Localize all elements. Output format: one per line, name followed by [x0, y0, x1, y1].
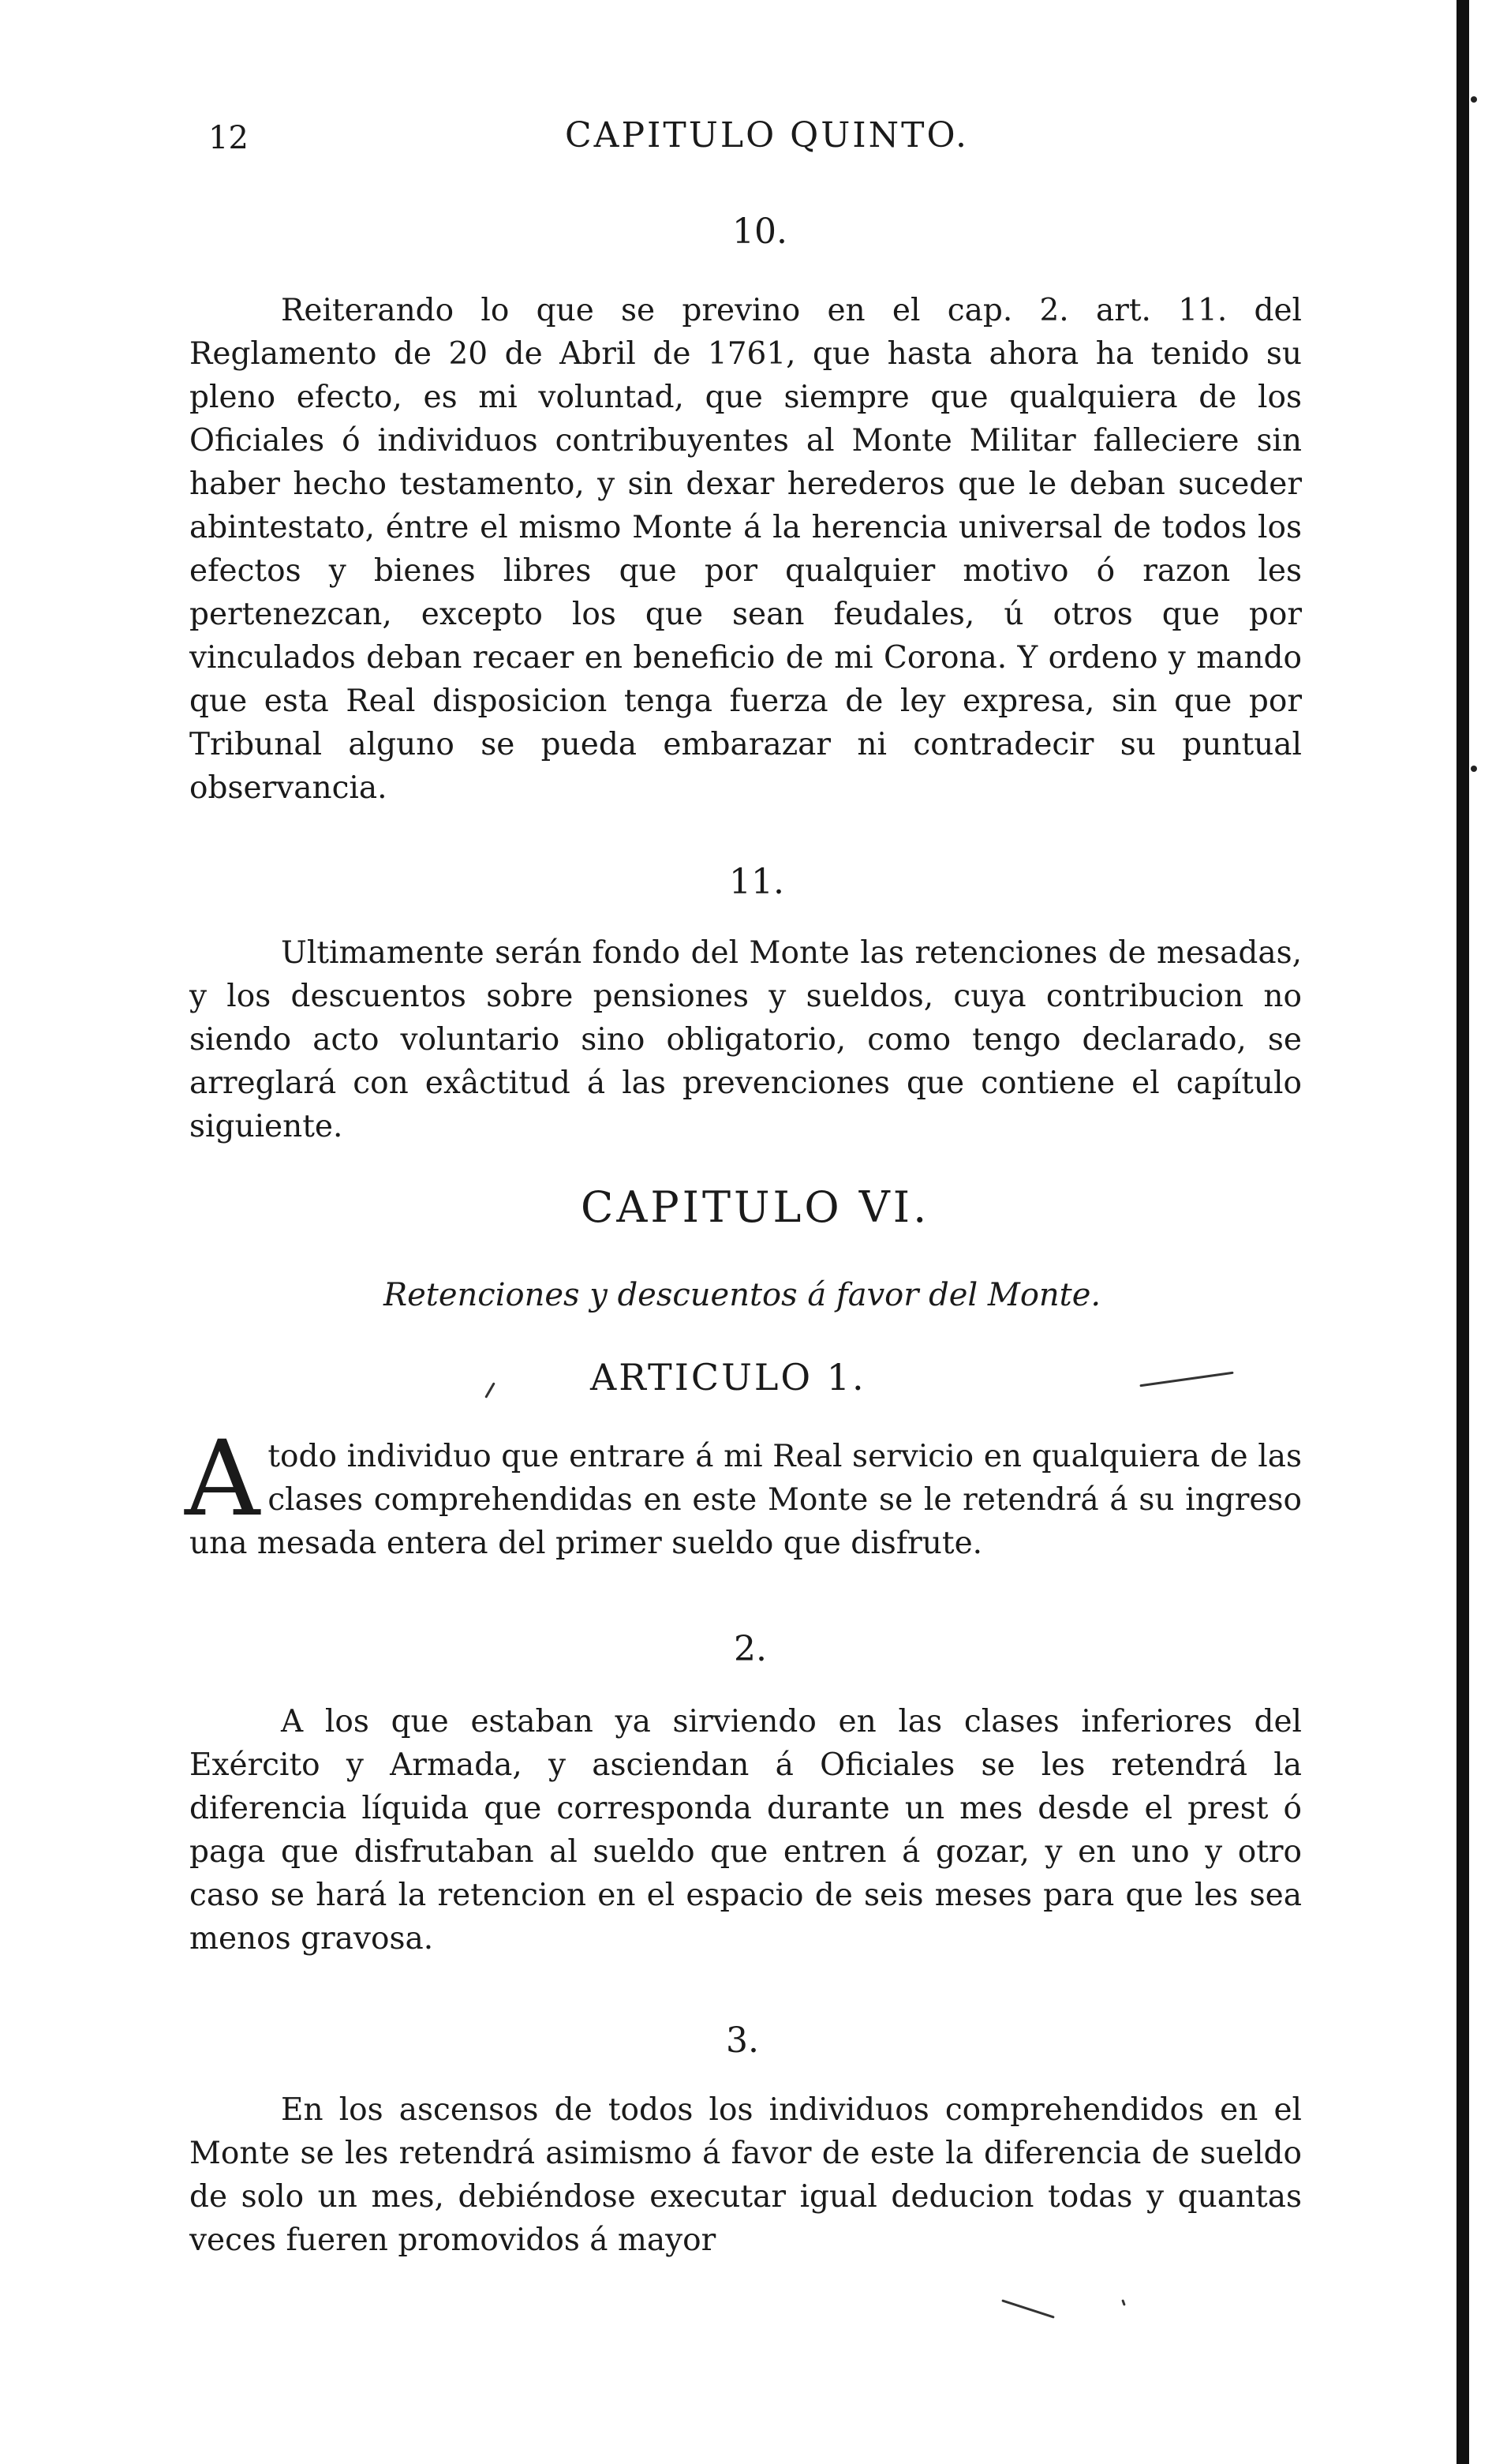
- chapter-title: CAPITULO VI.: [581, 1182, 930, 1232]
- page-number: 12: [208, 120, 249, 156]
- section-number: 10.: [732, 212, 787, 252]
- section-paragraph: Ultimamente serán fondo del Monte las retenciones de mesadas, y los descuentos sobre pensiones y sueldos, cuya contribucion no siendo acto voluntario sino obligatorio, como tengo declarado, se arreglará con exâctitud á las prevenciones que contiene el capítulo siguiente.: [189, 935, 1302, 1144]
- edge-speck: [1471, 96, 1477, 103]
- section-paragraph: Reiterando lo que se previno en el cap. 2. art. 11. del Reglamento de 20 de Abril de 1761, que hasta ahora ha tenido su pleno efecto, es mi voluntad, que siempre que qualquiera de los Oficiales ó individuos contribuyentes al Monte Militar falleciere sin haber hecho testamento, y sin dexar herederos que le deban suceder abintestato, éntre el mismo Monte á la herencia universal de todos los efectos y bienes libres que por qualquier motivo ó razon les pertenezcan, excepto los que sean feudales, ú otros que por vinculados deban recaer en beneficio de mi Corona. Y ordeno y mando que esta Real disposicion tenga fuerza de ley expresa, sin que por Tribunal alguno se pueda embarazar ni contradecir su puntual observancia.: [189, 293, 1302, 806]
- article-title: ARTICULO 1.: [590, 1356, 866, 1399]
- chapter-subtitle: Retenciones y descuentos á favor del Monte.: [383, 1277, 1101, 1313]
- article-paragraph: En los ascensos de todos los individuos comprehendidos en el Monte se les retendrá asimismo á favor de este la diferencia de sueldo de solo un mes, debiéndose executar igual deducion todas y quantas veces fueren promovidos á mayor: [189, 2092, 1302, 2258]
- article-number: 2.: [734, 1629, 767, 1669]
- ink-mark: [1139, 1372, 1233, 1387]
- ink-mark: [1001, 2299, 1055, 2318]
- article-paragraph: Atodo individuo que entrare á mi Real servicio en qualquiera de las clases comprehendidas en este Monte se le retendrá á su ingreso una mesada entera del primer sueldo que disfrute.: [185, 1418, 1302, 1561]
- edge-speck: [1471, 766, 1477, 772]
- page-edge-rule: [1457, 0, 1469, 2464]
- section-number: 11.: [729, 862, 784, 902]
- article-paragraph: A los que estaban ya sirviendo en las clases inferiores del Exército y Armada, y asciendan á Oficiales se les retendrá la diferencia líquida que corresponda durante un mes desde el prest ó paga que disfrutaban al sueldo que entren á gozar, y en uno y otro caso se hará la retencion en el espacio de seis meses para que les sea menos gravosa.: [189, 1704, 1302, 1957]
- ink-mark: [484, 1382, 495, 1399]
- article-number: 3.: [726, 2020, 759, 2061]
- running-head: CAPITULO QUINTO.: [565, 115, 969, 155]
- ink-mark: [1121, 2299, 1126, 2306]
